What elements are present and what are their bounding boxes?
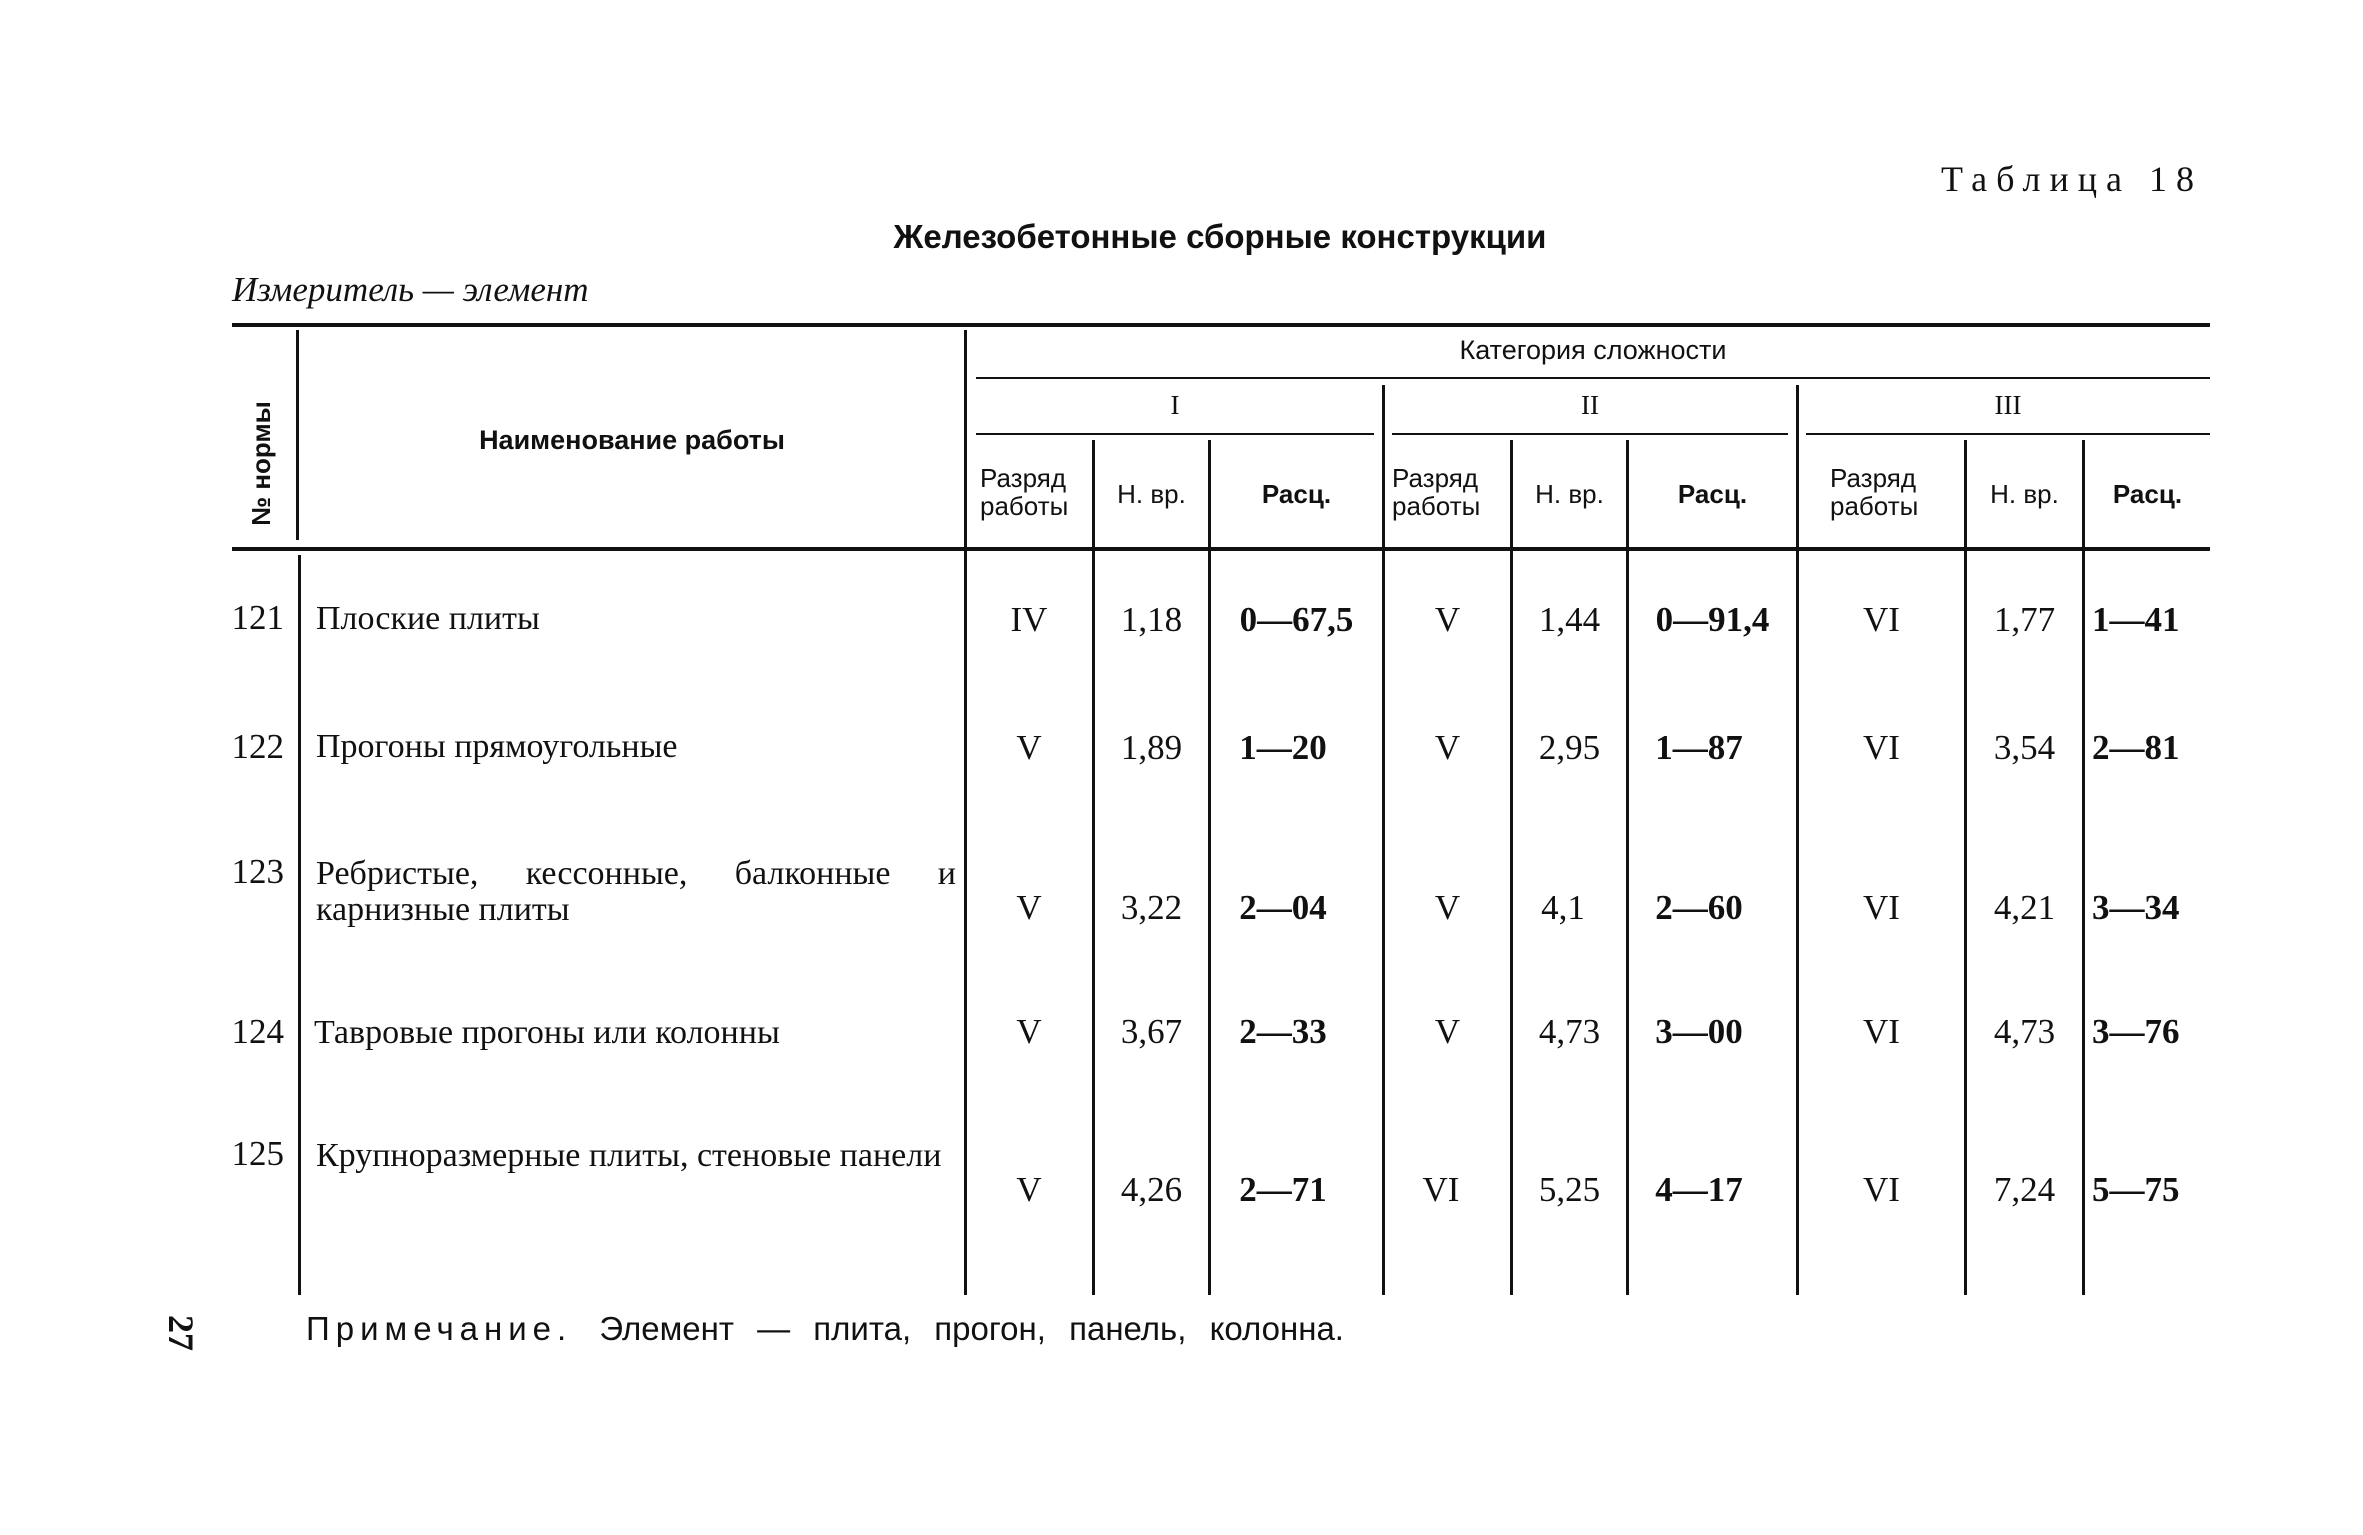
hours-header-iii: Н. вр. bbox=[1990, 479, 2059, 509]
row-124-hours-i: 3,67 bbox=[1120, 1012, 1183, 1051]
category-header: Категория сложности bbox=[1459, 335, 1727, 365]
row-125-hours-ii: 5,25 bbox=[1538, 1170, 1601, 1209]
col-divider-i-hours bbox=[1208, 440, 1211, 1295]
row-121-name: Плоские плиты bbox=[316, 600, 540, 637]
row-124-number: 124 bbox=[231, 1012, 284, 1051]
col-divider-ii-hours bbox=[1626, 440, 1629, 1295]
row-125-number: 125 bbox=[231, 1134, 284, 1173]
row-124-rate-i: 2—33 bbox=[1239, 1012, 1327, 1051]
group-i-rule bbox=[976, 433, 1374, 435]
row-121-grade-iii: VI bbox=[1863, 600, 1900, 639]
row-122-number: 122 bbox=[231, 727, 284, 766]
row-125-name: Крупноразмерные плиты, стеновые панели bbox=[316, 1137, 942, 1174]
row-121-hours-iii: 1,77 bbox=[1993, 600, 2056, 639]
row-122-grade-iii: VI bbox=[1863, 728, 1900, 767]
measure-unit: Измеритель — элемент bbox=[232, 270, 589, 309]
table-top-rule bbox=[232, 323, 2210, 327]
row-125-hours-iii: 7,24 bbox=[1993, 1170, 2056, 1209]
row-122-hours-i: 1,89 bbox=[1120, 728, 1183, 767]
hours-header-ii: Н. вр. bbox=[1535, 479, 1604, 509]
col-divider-iii-grade bbox=[1964, 440, 1967, 1295]
row-125-rate-i: 2—71 bbox=[1239, 1170, 1327, 1209]
table-note bbox=[306, 1310, 1344, 1348]
group-iii-rule bbox=[1806, 433, 2210, 435]
row-125-rate-ii: 4—17 bbox=[1655, 1170, 1743, 1209]
row-124-rate-ii: 3—00 bbox=[1655, 1012, 1743, 1051]
row-123-hours-ii: 4,1 bbox=[1541, 888, 1585, 927]
row-122-hours-ii: 2,95 bbox=[1538, 728, 1601, 767]
rate-header-i: Расц. bbox=[1261, 479, 1332, 509]
note-label: Примечание. bbox=[306, 1310, 573, 1347]
group-ii-rule bbox=[1392, 433, 1788, 435]
note-text: Элемент — плита, прогон, панель, колонна. bbox=[599, 1310, 1344, 1347]
page-title: Железобетонные сборные конструкции bbox=[893, 218, 1547, 255]
row-123-name: Ребристые, кессонные, балконные и карнизные плиты bbox=[316, 855, 956, 928]
row-124-grade-i: V bbox=[1016, 1012, 1042, 1051]
row-123-hours-iii: 4,21 bbox=[1993, 888, 2056, 927]
row-123-hours-i: 3,22 bbox=[1120, 888, 1183, 927]
row-123-grade-i: V bbox=[1016, 888, 1042, 927]
group-i-header: I bbox=[1170, 390, 1180, 420]
row-125-grade-iii: VI bbox=[1863, 1170, 1900, 1209]
row-122-rate-ii: 1—87 bbox=[1655, 728, 1743, 767]
row-123-rate-iii: 3—34 bbox=[2092, 888, 2180, 927]
col-divider-ii-grade bbox=[1510, 440, 1513, 1295]
page-number: 27 bbox=[161, 1315, 201, 1351]
row-121-number: 121 bbox=[231, 598, 284, 637]
row-123-number: 123 bbox=[231, 852, 284, 891]
rate-header-iii: Расц. bbox=[2112, 479, 2183, 509]
row-122-grade-ii: V bbox=[1434, 728, 1461, 767]
row-125-hours-i: 4,26 bbox=[1120, 1170, 1183, 1209]
row-121-grade-ii: V bbox=[1434, 600, 1461, 639]
row-125-rate-iii: 5—75 bbox=[2092, 1170, 2180, 1209]
group-iii-header: III bbox=[1994, 390, 2022, 420]
col-divider-i-ii bbox=[1382, 385, 1385, 1295]
row-122-name: Прогоны прямоугольные bbox=[316, 728, 678, 765]
row-122-hours-iii: 3,54 bbox=[1993, 728, 2056, 767]
row-121-hours-i: 1,18 bbox=[1120, 600, 1183, 639]
row-122-grade-i: V bbox=[1016, 728, 1042, 767]
col-divider-i-grade bbox=[1092, 440, 1095, 1295]
rate-header-ii: Расц. bbox=[1677, 479, 1748, 509]
row-121-rate-i: 0—67,5 bbox=[1239, 600, 1354, 639]
row-125-grade-ii: VI bbox=[1422, 1170, 1460, 1209]
row-121-grade-i: IV bbox=[1010, 600, 1048, 639]
norm-number-header: № нормы bbox=[245, 400, 276, 526]
row-122-rate-i: 1—20 bbox=[1239, 728, 1327, 767]
row-121-rate-ii: 0—91,4 bbox=[1655, 600, 1770, 639]
grade-header-i: Разряд работы bbox=[980, 463, 1069, 521]
work-name-header: Наименование работы bbox=[479, 425, 785, 455]
row-124-rate-iii: 3—76 bbox=[2092, 1012, 2180, 1051]
col-divider-iii-hours bbox=[2082, 440, 2085, 1295]
col-divider-ii-iii bbox=[1796, 385, 1799, 1295]
group-ii-header: II bbox=[1581, 390, 1599, 420]
hours-header-i: Н. вр. bbox=[1117, 479, 1186, 509]
row-121-rate-iii: 1—41 bbox=[2092, 600, 2180, 639]
category-rule bbox=[976, 377, 2210, 379]
row-123-grade-iii: VI bbox=[1863, 888, 1900, 927]
header-bottom-rule bbox=[232, 547, 2210, 551]
row-124-grade-iii: VI bbox=[1863, 1012, 1900, 1051]
col-divider-norm bbox=[296, 330, 299, 540]
row-124-hours-ii: 4,73 bbox=[1538, 1012, 1601, 1051]
grade-header-ii: Разряд работы bbox=[1392, 463, 1481, 521]
row-121-hours-ii: 1,44 bbox=[1538, 600, 1601, 639]
col-divider-name bbox=[964, 330, 967, 1295]
row-122-rate-iii: 2—81 bbox=[2092, 728, 2180, 767]
row-124-name: Тавровые прогоны или колонны bbox=[314, 1014, 780, 1051]
row-123-rate-ii: 2—60 bbox=[1655, 888, 1743, 927]
grade-header-iii: Разряд работы bbox=[1830, 463, 1919, 521]
row-124-grade-ii: V bbox=[1434, 1012, 1461, 1051]
row-124-hours-iii: 4,73 bbox=[1993, 1012, 2056, 1051]
col-divider-norm-body bbox=[298, 555, 301, 1295]
table-label: Таблица 18 bbox=[1941, 159, 2203, 199]
row-125-grade-i: V bbox=[1016, 1170, 1042, 1209]
row-123-rate-i: 2—04 bbox=[1239, 888, 1327, 927]
row-123-grade-ii: V bbox=[1434, 888, 1461, 927]
